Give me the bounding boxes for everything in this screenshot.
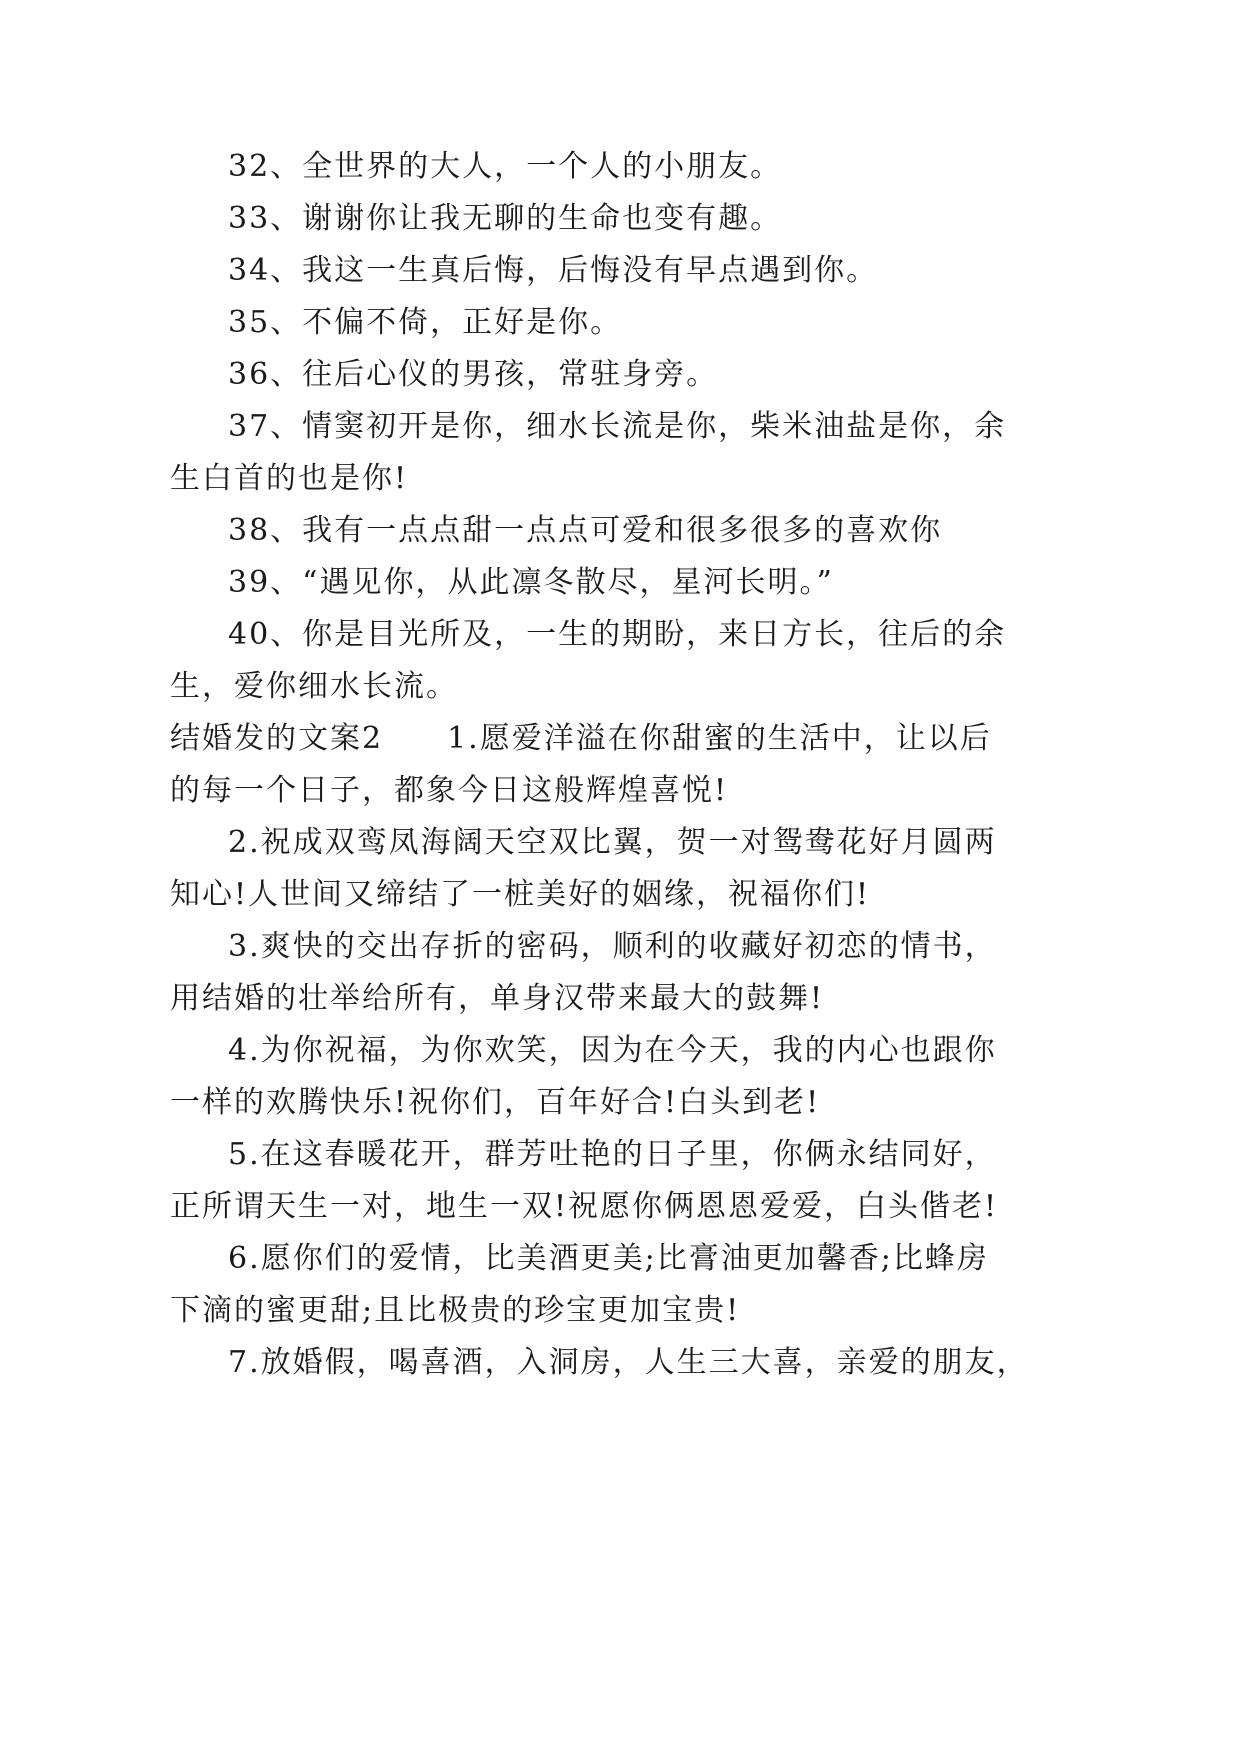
text-line: 4.为你祝福，为你欢笑，因为在今天，我的内心也跟你 <box>228 1033 997 1068</box>
text-line: 的每一个日子，都象今日这般辉煌喜悦! <box>170 773 729 808</box>
text-line: 一样的欢腾快乐!祝你们，百年好合!白头到老! <box>170 1085 821 1120</box>
text-line: 生，爱你细水长流。 <box>170 669 458 704</box>
text-line: 38、我有一点点甜一点点可爱和很多很多的喜欢你 <box>228 513 943 548</box>
text-line: 39、“遇见你，从此凛冬散尽，星河长明。” <box>228 565 834 600</box>
text-line: 正所谓天生一对，地生一双!祝愿你俩恩恩爱爱，白头偕老! <box>170 1189 999 1224</box>
text-line: 2.祝成双鸾凤海阔天空双比翼，贺一对鸳鸯花好月圆两 <box>228 825 997 860</box>
text-line: 35、不偏不倚，正好是你。 <box>228 305 623 340</box>
text-line: 37、情窦初开是你，细水长流是你，柴米油盐是你，余 <box>228 409 1007 444</box>
text-line: 5.在这春暖花开，群芳吐艳的日子里，你俩永结同好， <box>228 1137 997 1172</box>
text-line: 34、我这一生真后悔，后悔没有早点遇到你。 <box>228 253 879 288</box>
text-line: 7.放婚假，喝喜酒，入洞房，人生三大喜，亲爱的朋友， <box>228 1345 1029 1380</box>
text-line: 用结婚的壮举给所有，单身汉带来最大的鼓舞! <box>170 981 825 1016</box>
text-line: 3.爽快的交出存折的密码，顺利的收藏好初恋的情书， <box>228 929 997 964</box>
text-line: 下滴的蜜更甜;且比极贵的珍宝更加宝贵! <box>170 1293 741 1328</box>
text-line: 40、你是目光所及，一生的期盼，来日方长，往后的余 <box>228 617 1007 652</box>
text-line: 知心!人世间又缔结了一桩美好的姻缘，祝福你们! <box>170 877 871 912</box>
text-line: 6.愿你们的爱情，比美酒更美;比膏油更加馨香;比蜂房 <box>228 1241 989 1276</box>
text-line: 36、往后心仪的男孩，常驻身旁。 <box>228 357 719 392</box>
text-line: 32、全世界的大人，一个人的小朋友。 <box>228 149 783 184</box>
text-line: 生白首的也是你! <box>170 461 409 496</box>
section-heading-line: 结婚发的文案2 1.愿爱洋溢在你甜蜜的生活中，让以后 <box>170 721 992 756</box>
text-line: 33、谢谢你让我无聊的生命也变有趣。 <box>228 201 783 236</box>
